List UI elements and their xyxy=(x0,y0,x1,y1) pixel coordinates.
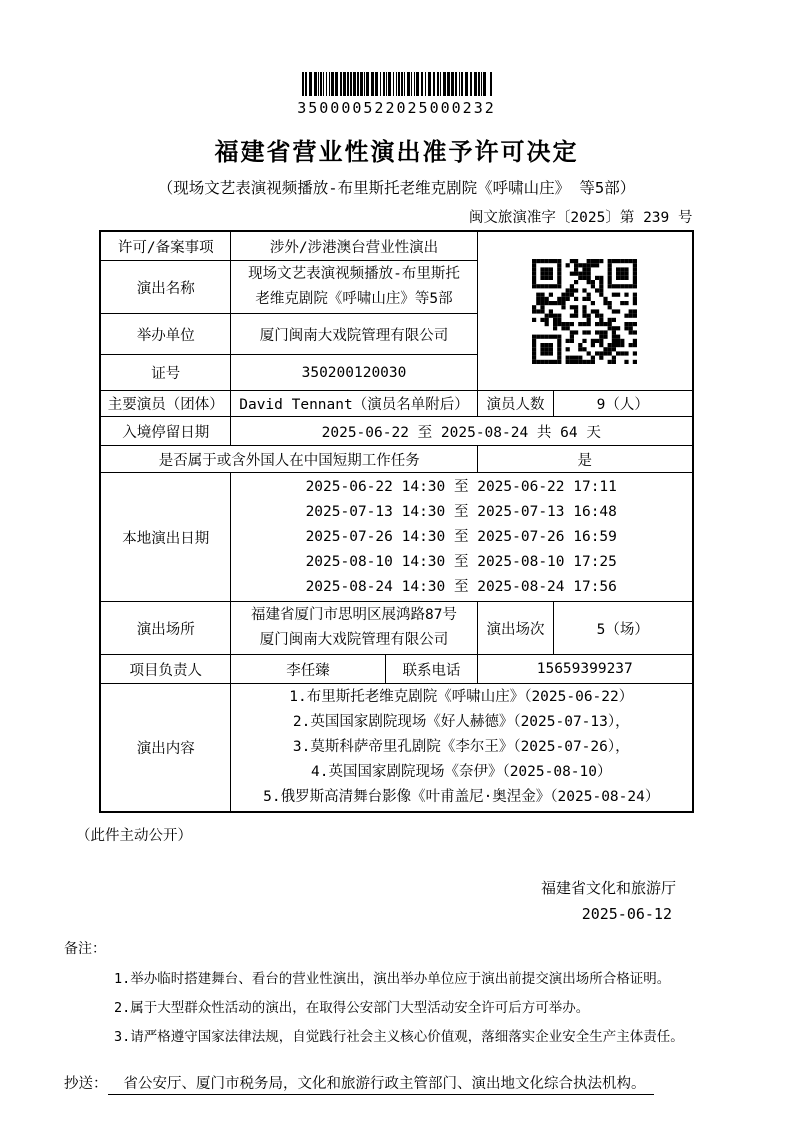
content-label: 演出内容 xyxy=(100,684,230,813)
venue-line1: 福建省厦门市思明区展鸿路87号 xyxy=(251,607,457,623)
content-value xyxy=(230,684,692,813)
issuer-name: 福建省文化和旅游厅 xyxy=(540,879,676,897)
content-item: 5.俄罗斯高清舞台影像《叶甫盖尼·奥涅金》（2025-08-24） xyxy=(263,789,660,805)
table-row xyxy=(100,231,692,261)
venue-value xyxy=(230,602,477,655)
local-dates-value xyxy=(230,473,692,602)
note-item: 2.属于大型群众性活动的演出，在取得公安部门大型活动安全许可后方可举办。 xyxy=(114,1000,590,1016)
entry-stay-value: 2025-06-22 至 2025-08-24 共 64 天 xyxy=(230,417,692,446)
performer-count-value: 9（人） xyxy=(554,391,693,417)
local-date-line: 2025-07-13 14:30 至 2025-07-13 16:48 xyxy=(305,503,617,520)
table-row xyxy=(100,417,692,446)
cc-line xyxy=(64,1072,793,1093)
barcode-number: 350000522025000232 xyxy=(297,99,496,117)
main-performers-label: 主要演员（团体） xyxy=(100,391,230,417)
project-manager-label: 项目负责人 xyxy=(100,655,230,684)
qr-code-icon xyxy=(480,259,690,364)
permit-detail-table xyxy=(99,230,693,813)
short-term-work-label: 是否属于或含外国人在中国短期工作任务 xyxy=(100,446,477,473)
performance-name-label: 演出名称 xyxy=(100,261,230,314)
note-item: 1.举办临时搭建舞台、看台的营业性演出，演出举办单位应于演出前提交演出场所合格证明。 xyxy=(114,971,671,987)
content-item: 4.英国国家剧院现场《奈伊》（2025-08-10） xyxy=(310,764,612,780)
certificate-no-label: 证号 xyxy=(100,355,230,391)
table-row xyxy=(100,655,692,684)
barcode-section xyxy=(0,0,793,116)
page-title: 福建省营业性演出准予许可决定 xyxy=(214,139,579,166)
project-manager-value: 李任臻 xyxy=(230,655,385,684)
cc-value: 省公安厅、厦门市税务局，文化和旅游行政主管部门、演出地文化综合执法机构。 xyxy=(108,1076,654,1095)
license-item-value: 涉外/涉港澳台营业性演出 xyxy=(230,231,477,261)
issue-date: 2025-06-12 xyxy=(581,905,672,923)
phone-label: 联系电话 xyxy=(385,655,477,684)
organizer-value: 厦门闽南大戏院管理有限公司 xyxy=(230,314,477,355)
table-row xyxy=(100,473,692,602)
document-reference-number: 闽文旅演准字〔2025〕第 239 号 xyxy=(468,210,693,226)
local-date-line: 2025-07-26 14:30 至 2025-07-26 16:59 xyxy=(305,528,617,545)
note-item: 3.请严格遵守国家法律法规，自觉践行社会主义核心价值观，落细落实企业安全生产主体责任。 xyxy=(114,1029,684,1045)
notes-label: 备注： xyxy=(64,941,106,957)
organizer-label: 举办单位 xyxy=(100,314,230,355)
main-performers-value: David Tennant（演员名单附后） xyxy=(230,391,477,417)
disclosure-note: （此件主动公开） xyxy=(76,828,192,844)
table-row xyxy=(100,446,692,473)
performance-name-value xyxy=(230,261,477,314)
short-term-work-value: 是 xyxy=(478,446,693,473)
certificate-no-value: 350200120030 xyxy=(230,355,477,391)
local-dates-label: 本地演出日期 xyxy=(100,473,230,602)
venue-label: 演出场所 xyxy=(100,602,230,655)
content-item: 2.英国国家剧院现场《好人赫德》（2025-07-13）， xyxy=(292,714,630,730)
entry-stay-label: 入境停留日期 xyxy=(100,417,230,446)
venue-line2: 厦门闽南大戏院管理有限公司 xyxy=(259,632,449,648)
table-row xyxy=(100,391,692,417)
table-row xyxy=(100,602,692,655)
sessions-value: 5（场） xyxy=(554,602,693,655)
performer-count-label: 演员人数 xyxy=(478,391,554,417)
performance-name-line1: 现场文艺表演视频播放-布里斯托 xyxy=(248,266,460,282)
barcode-icon xyxy=(0,72,793,100)
local-date-line: 2025-08-24 14:30 至 2025-08-24 17:56 xyxy=(305,578,617,595)
page-subtitle: （现场文艺表演视频播放-布里斯托老维克剧院《呼啸山庄》 等5部） xyxy=(157,179,636,197)
sessions-label: 演出场次 xyxy=(478,602,554,655)
cc-label: 抄送： xyxy=(64,1076,108,1092)
table-row xyxy=(100,684,692,813)
phone-value: 15659399237 xyxy=(478,655,693,684)
content-item: 1.布里斯托老维克剧院《呼啸山庄》（2025-06-22） xyxy=(289,689,634,705)
performance-name-line2: 老维克剧院《呼啸山庄》等5部 xyxy=(255,291,453,307)
local-date-line: 2025-08-10 14:30 至 2025-08-10 17:25 xyxy=(305,553,617,570)
license-item-label: 许可/备案事项 xyxy=(100,231,230,261)
local-date-line: 2025-06-22 14:30 至 2025-06-22 17:11 xyxy=(305,478,617,495)
qr-code-cell xyxy=(478,231,693,391)
content-item: 3.莫斯科萨帝里孔剧院《李尔王》（2025-07-26）， xyxy=(292,739,630,755)
